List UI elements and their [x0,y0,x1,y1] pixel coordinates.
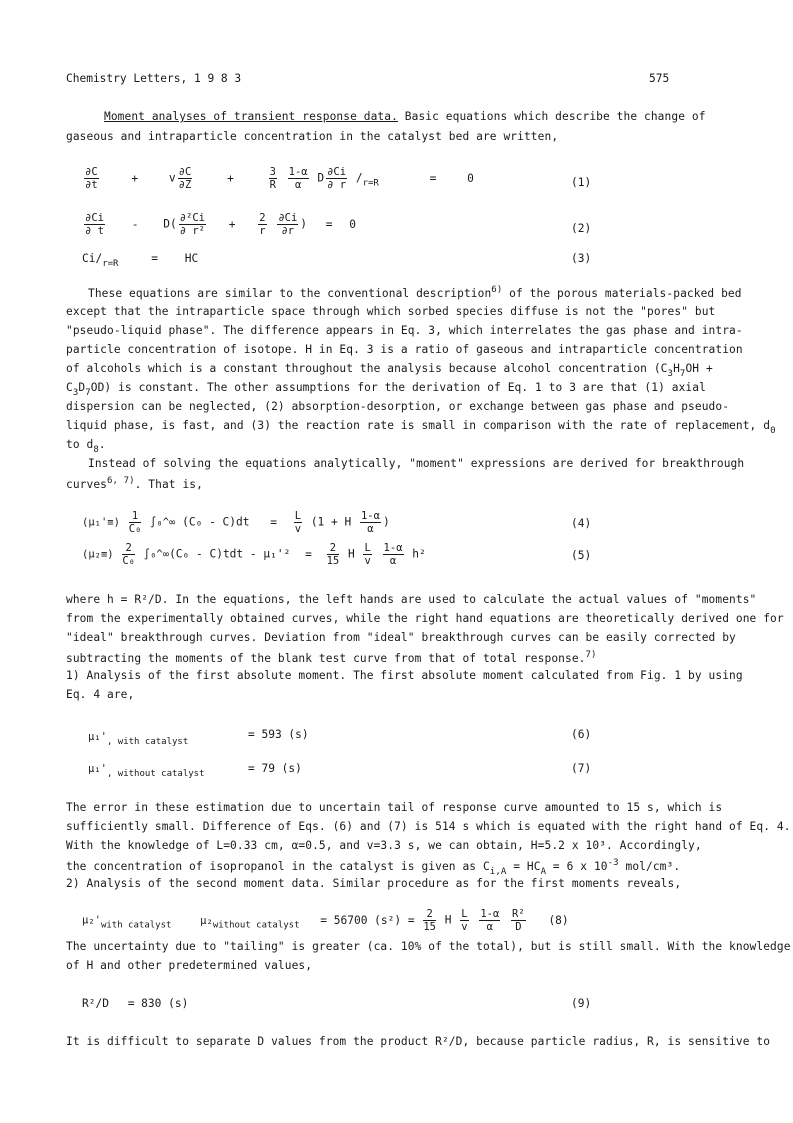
symbol: μ₂ [200,914,213,927]
paragraph-line: The error in these estimation due to uncertain tail of response curve amounted to 15 s, which is [66,801,723,814]
fraction: $\frac{\text{R²}}{D}$ [512,908,525,933]
page-number: 575 [649,72,670,85]
symbol: v [168,171,176,185]
equation-number: (3) [571,252,592,265]
equation-5 [82,542,426,567]
operator: = [151,252,158,265]
operator: + [227,171,234,185]
equation-9 [82,997,188,1010]
equation-6-value: = 593 (s) [248,728,309,741]
fraction: $\frac{\partial Ci}{\partial t}$ [85,212,104,237]
operator: = [325,217,333,231]
equation-number: (4) [571,517,592,530]
text: of the porous materials-packed bed [502,287,742,300]
text: mol/cm³. [618,860,681,873]
subscript: 3 [72,388,79,398]
text: = 6 x 10 [546,860,608,873]
condition: with catalyst [100,920,172,931]
paragraph-line: of H and other predetermined values, [66,959,313,972]
paragraph-line: It is difficult to separate D values from the product R²/D, because particle radius, R, is sensitive to [66,1035,771,1048]
equation-3 [82,252,198,269]
fraction: $\frac{2}{r}$ [259,212,266,237]
fraction: $\frac{2}{15}$ [326,542,340,567]
text: to d [66,438,94,451]
paragraph-line: where h = R²/D. In the equations, the left hands are used to calculate the actual values of "moments" [66,593,757,606]
equation-number: (8) [548,913,569,927]
operator: = [270,515,277,529]
subscript: 0 [770,426,776,436]
paragraph-line: 2) Analysis of the second moment data. Similar procedure as for the first moments reveals, [66,877,682,890]
symbol: D [317,171,325,185]
equation-4 [82,510,390,535]
equation-number: (5) [571,549,592,562]
subscript: 7 [85,388,91,398]
symbol: H [347,547,355,561]
fraction: $\frac{L}{v}$ [294,510,302,535]
fraction: $\frac{1}{\text{C₀}}$ [128,510,142,535]
fraction: $\frac{L}{v}$ [364,542,371,567]
citation: 6) [491,285,503,295]
text: C [66,381,73,394]
value: HC [184,252,199,265]
symbol: μ₁' [88,731,107,743]
symbol: h² [412,547,426,561]
paragraph-line [66,362,713,379]
fraction: $\frac{\partial C}{\partial t}$ [85,166,98,191]
journal-header: Chemistry Letters, 1 9 8 3 [66,72,242,85]
value: 0 [349,217,357,231]
subscript: 8 [93,445,99,455]
equation-number: (1) [571,176,592,189]
fraction: $\frac{\partial Ci}{\partial r}$ [327,166,347,191]
text: These equations are similar to the conventional description [88,287,492,300]
paragraph-line: dispersion can be neglected, (2) absorption-desorption, or exchange between gas phase and pseudo- [66,400,730,413]
operator: + [228,217,236,231]
symbol: / [355,171,363,185]
fraction: $\frac{3}{R}$ [269,166,276,191]
fraction: $\frac{\partial Ci}{\partial r}$ [278,212,298,237]
text: OD) is constant. The other assumptions for the derivation of Eq. 1 to 3 are that (1) axial [90,381,706,394]
equation-7 [88,762,205,779]
text: = HC [506,860,541,873]
text: D [78,381,86,394]
subscript: 3 [667,369,674,379]
text: liquid phase, is fast, and (3) the reaction rate is small in comparison with the rate of replacement, d [66,419,771,432]
fraction: $\frac{2}{\text{C₀}}$ [122,542,136,567]
value: = 56700 (s²) = [320,913,415,927]
text: H [673,362,680,375]
paragraph-line: Instead of solving the equations analytically, "moment" expressions are derived for breakthrough [88,457,745,470]
paragraph-line [66,419,776,436]
paragraph-line: "ideal" breakthrough curves. Deviation from "ideal" breakthrough curves can be easily corrected by [66,631,736,644]
condition: , without catalyst [106,769,205,779]
equation-number: (6) [571,728,592,741]
fraction: $\frac{1-\alpha}{\alpha}$ [480,908,500,933]
subscript: A [540,867,547,877]
fraction: $\frac{1-\alpha}{\alpha}$ [383,542,403,567]
paragraph-line [66,381,706,398]
equation-2 [82,212,356,237]
paragraph-line: 1) Analysis of the first absolute moment. The first absolute moment calculated from Fig. 1 by using [66,669,743,682]
symbol: H [444,913,452,927]
equation-7-value: = 79 (s) [248,762,302,775]
equation-number: (7) [571,762,592,775]
paragraph-line: sufficiently small. Difference of Eqs. (6) and (7) is 514 s which is equated with the right hand of Eq. 4. [66,820,791,833]
condition: without catalyst [212,920,300,931]
symbol: R²/D [82,997,109,1010]
text: OH + [685,362,713,375]
text: (C₀ - C)dt [175,515,250,529]
paragraph-line: With the knowledge of L=0.33 cm, α=0.5, and v=3.3 s, we can obtain, H=5.2 x 10³. Accordingly, [66,839,702,852]
paragraph-line [88,285,742,300]
symbol: ) [382,515,390,529]
symbol: μ₁' [88,763,107,775]
condition: , with catalyst [106,737,189,747]
value: = 830 (s) [127,997,189,1010]
operator: = [429,171,437,185]
subscript: 7 [679,369,686,379]
citation: 7) [585,650,597,660]
paragraph-line: Eq. 4 are, [66,688,135,701]
integral: ∫₀^∞ [150,516,176,529]
paragraph-line [66,858,680,877]
equation-1 [82,166,474,191]
paragraph-line: particle concentration of isotope. H in Eq. 3 is a ratio of gaseous and intraparticle concentration [66,343,743,356]
fraction: $\frac{\text{∂²Ci}}{\text{∂ r²}}$ [179,212,205,237]
paragraph-line [66,438,106,455]
subscript: r=R [102,259,119,269]
section-heading: Moment analyses of transient response data. [104,110,398,123]
equation-number: (9) [571,997,592,1010]
text: . That is, [134,478,203,491]
fraction: $\frac{L}{v}$ [461,908,468,933]
paragraph-line: The uncertainty due to "tailing" is greater (ca. 10% of the total), but is still small. With the knowledge [66,940,791,953]
symbol: ) [300,217,308,231]
value: 0 [467,171,474,185]
symbol: μ₂' [82,914,101,927]
operator: = [305,547,312,561]
paragraph-line: except that the intraparticle space through which sorbed species diffuse is not the "pores" but [66,305,716,318]
operator: + [131,171,139,185]
text: curves [66,478,108,491]
text: of alcohols which is a constant throughout the analysis because alcohol concentration (C [66,362,668,375]
text: subtracting the moments of the blank test curve from that of total response. [66,652,586,665]
text: the concentration of isopropanol in the catalyst is given as C [66,860,490,873]
text: (C₀ - C)tdt - μ₁'² [169,547,291,561]
intro-text: Basic equations which describe the change of [397,110,706,123]
operator: - [131,217,139,231]
equation-6 [88,730,188,747]
subscript: i,A [489,867,507,877]
fraction: $\frac{\partial C}{\partial Z}$ [178,166,192,191]
equation-number: (2) [571,222,592,235]
paragraph-line: from the experimentally obtained curves, while the right hand equations are theoretically derived one for [66,612,784,625]
equation-8 [82,908,569,933]
fraction: $\frac{1-\alpha}{\alpha}$ [360,510,380,535]
text: . [98,438,106,451]
text: (1 + H [310,515,352,529]
paragraph-line: "pseudo-liquid phase". The difference appears in Eq. 3, which interrelates the gas phase and intra- [66,324,743,337]
citation: 6, 7) [107,476,135,486]
paragraph-line [66,650,597,665]
symbol: (μ₂≡) [82,548,114,561]
fraction: $\frac{1-\alpha}{\alpha}$ [288,166,308,191]
intro-line-2: gaseous and intraparticle concentration in the catalyst bed are written, [66,130,559,143]
paragraph-line [66,476,203,491]
fraction: $\frac{2}{15}$ [423,908,436,933]
symbol: (μ₁'≡) [82,516,120,529]
subscript: r=R [362,178,379,189]
superscript: -3 [607,858,619,868]
integral: ∫₀^∞ [143,548,170,561]
symbol: Ci/ [82,252,103,265]
intro-line-1 [104,110,706,123]
symbol: D( [163,217,177,231]
